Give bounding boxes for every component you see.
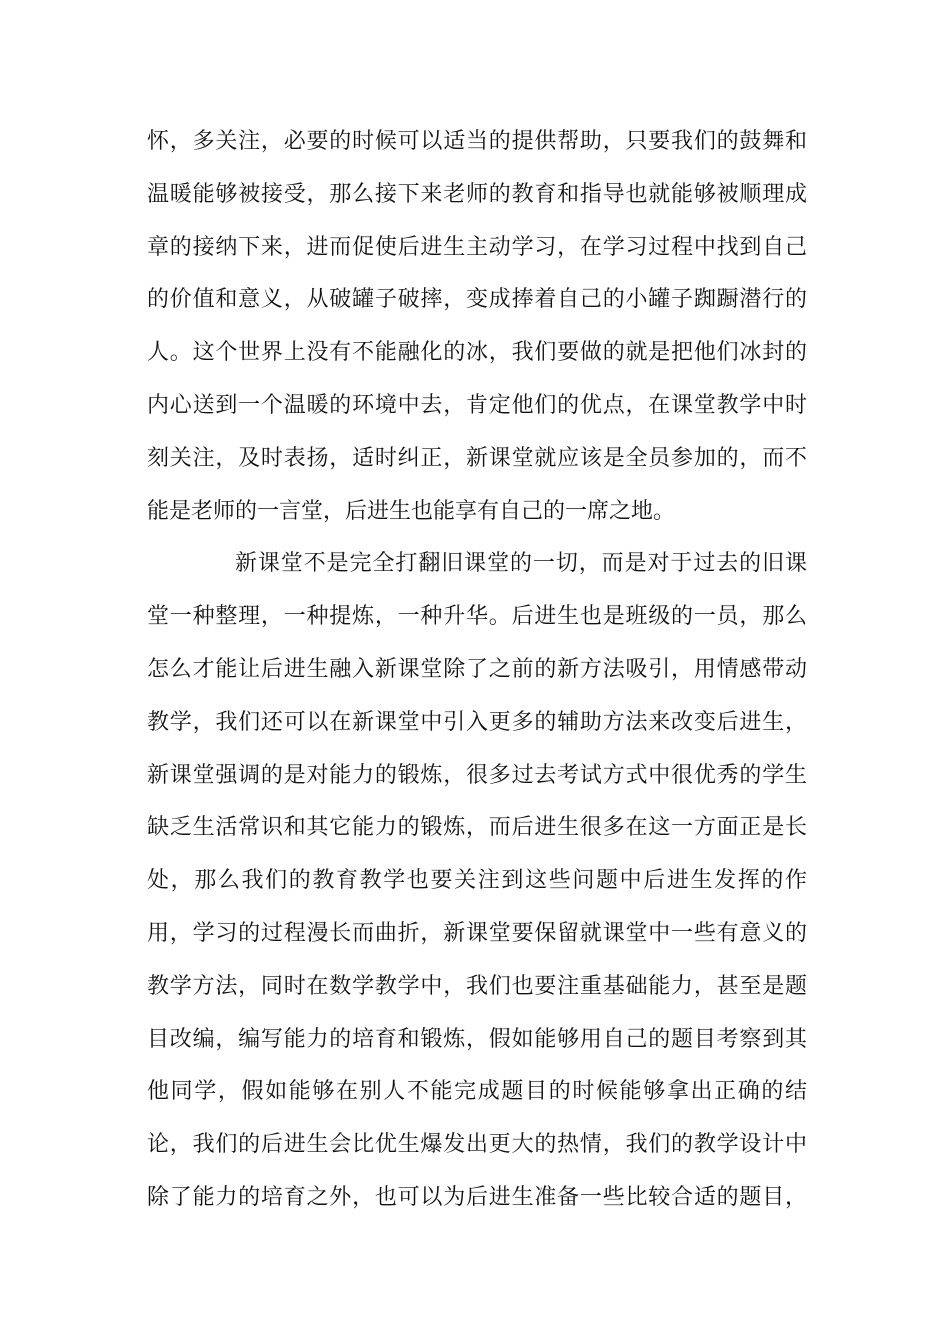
paragraph-start-line: 新课堂不是完全打翻旧课堂的一切，而是对于过去的旧课 xyxy=(235,551,807,577)
text-line: 他同学，假如能够在别人不能完成题目的时候能够拿出正确的结 xyxy=(147,1079,807,1105)
text-line: 除了能力的培育之外，也可以为后进生准备一些比较合适的题目， xyxy=(147,1184,807,1210)
paragraph-end-line: 能是老师的一言堂，后进生也能享有自己的一席之地。 xyxy=(147,498,676,524)
text-line: 处，那么我们的教育教学也要关注到这些问题中后进生发挥的作 xyxy=(147,868,807,894)
text-line: 怀，多关注，必要的时候可以适当的提供帮助，只要我们的鼓舞和 xyxy=(147,129,807,154)
text-line: 内心送到一个温暖的环境中去，肯定他们的优点，在课堂教学中时 xyxy=(147,392,807,418)
text-line: 人。这个世界上没有不能融化的冰，我们要做的就是把他们冰封的 xyxy=(147,340,807,366)
text-line: 论，我们的后进生会比优生爆发出更大的热情，我们的教学设计中 xyxy=(147,1132,807,1158)
text-line: 刻关注，及时表扬，适时纠正，新课堂就应该是全员参加的，而不 xyxy=(147,445,807,471)
text-line: 堂一种整理，一种提炼，一种升华。后进生也是班级的一员，那么 xyxy=(147,604,807,630)
text-line: 缺乏生活常识和其它能力的锻炼，而后进生很多在这一方面正是长 xyxy=(147,815,807,841)
text-line: 教学，我们还可以在新课堂中引入更多的辅助方法来改变后进生， xyxy=(147,709,807,735)
text-line: 温暖能够被接受，那么接下来老师的教育和指导也就能够被顺理成 xyxy=(147,181,807,207)
text-line: 怎么才能让后进生融入新课堂除了之前的新方法吸引，用情感带动 xyxy=(147,656,807,682)
text-line: 教学方法，同时在数学教学中，我们也要注重基础能力，甚至是题 xyxy=(147,973,807,999)
text-line: 用，学习的过程漫长而曲折，新课堂要保留就课堂中一些有意义的 xyxy=(147,920,807,946)
text-line: 新课堂强调的是对能力的锻炼，很多过去考试方式中很优秀的学生 xyxy=(147,762,807,788)
text-line: 目改编，编写能力的培育和锻炼，假如能够用自己的题目考察到其 xyxy=(147,1026,807,1052)
text-line: 章的接纳下来，进而促使后进生主动学习，在学习过程中找到自己 xyxy=(147,234,807,260)
body-text xyxy=(147,116,807,1225)
text-line: 的价值和意义，从破罐子破摔，变成捧着自己的小罐子踟蹰潜行的 xyxy=(147,287,807,313)
